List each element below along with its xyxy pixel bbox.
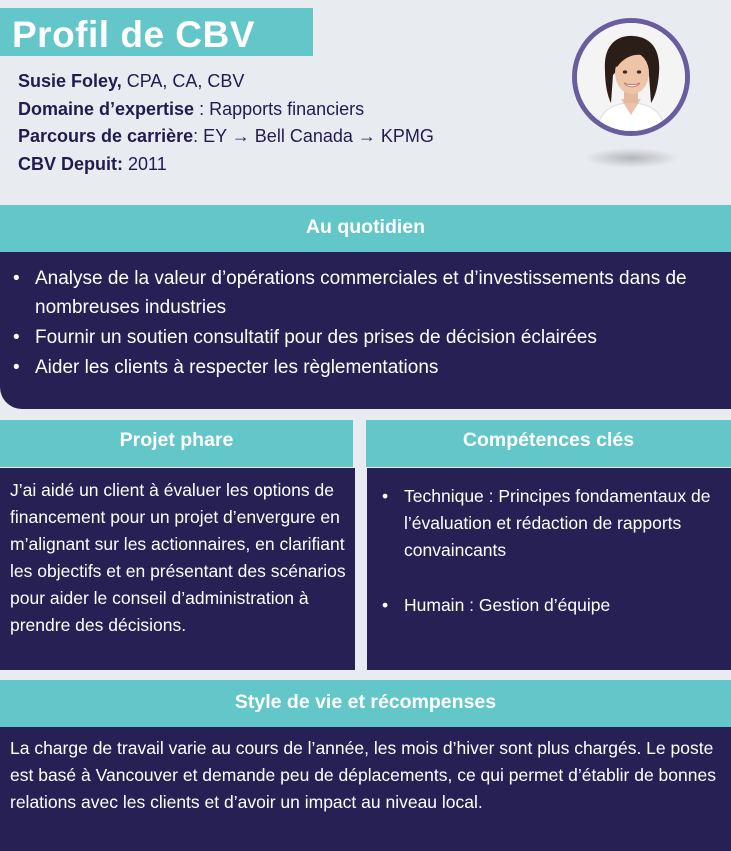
profile-since-value: 2011	[123, 153, 167, 174]
project-text: J’ai aidé un client à évaluer les options de financement pour un projet d’envergure en m’alignant sur les actionnaires, en clarifiant les objectifs et en présentant des scénarios pour aider le conseil d’administration à prendre des décisions.	[10, 480, 346, 635]
avatar	[572, 18, 690, 136]
list-item: • Humain : Gestion d’équipe	[381, 592, 721, 619]
profile-credentials: CPA, CA, CBV	[121, 71, 245, 91]
list-item: • Fournir un soutien consultatif pour des prises de décision éclairées	[12, 324, 728, 353]
profile-since-label: CBV Depuit:	[18, 153, 123, 174]
profile-name: Susie Foley,	[18, 71, 122, 91]
profile-domain-line	[18, 96, 434, 124]
project-panel	[0, 468, 355, 670]
lifestyle-text: La charge de travail varie au cours de l’année, les mois d’hiver sont plus chargés. Le poste est basé à Vancouver et demande peu de déplacements, ce qui permet d’établir de bonnes relations avec les clients et d’avoir un impact au niveau local.	[10, 738, 716, 812]
page-title: Profil de CBV	[12, 14, 255, 55]
profile-domain-value: : Rapports financiers	[194, 98, 365, 119]
portrait-photo-icon	[577, 23, 685, 131]
skills-heading: Compétences clés	[366, 420, 731, 467]
daily-panel	[0, 252, 731, 409]
profile-info	[18, 68, 434, 178]
skills-list	[381, 483, 721, 619]
daily-heading: Au quotidien	[0, 205, 731, 252]
list-item: • Technique : Principes fondamentaux de l’évaluation et rédaction de rapports convaincants	[381, 483, 721, 564]
list-item: • Analyse de la valeur d’opérations commerciales et d’investissements dans de nombreuses industries	[12, 265, 728, 322]
photo-shadow	[584, 148, 679, 168]
title-banner	[0, 8, 313, 56]
profile-since-line	[18, 151, 434, 179]
lifestyle-panel	[0, 727, 731, 851]
lifestyle-heading: Style de vie et récompenses	[0, 680, 731, 727]
profile-career-value: : EY → Bell Canada → KPMG	[193, 126, 434, 146]
profile-domain-label: Domaine d’expertise	[18, 98, 195, 119]
daily-list	[12, 265, 728, 384]
list-item: • Aider les clients à respecter les règlementations	[12, 354, 728, 383]
profile-name-line	[18, 68, 434, 96]
profile-career-label: Parcours de carrière	[18, 126, 194, 146]
profile-career-line	[18, 123, 434, 151]
skills-panel	[367, 468, 731, 670]
project-heading: Projet phare	[0, 420, 353, 467]
